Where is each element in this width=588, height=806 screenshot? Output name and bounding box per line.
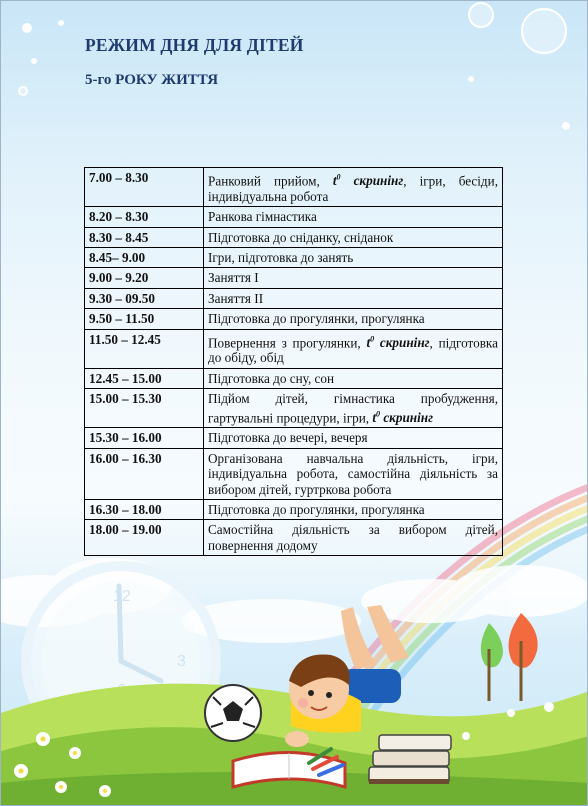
activity-cell <box>204 428 503 448</box>
time-cell: 18.00 – 19.00 <box>85 520 204 556</box>
activity-cell <box>204 500 503 520</box>
activity-text: Заняття ІІ <box>208 290 264 306</box>
term-superscript: 0 <box>336 173 341 182</box>
table-row <box>85 268 503 288</box>
page-title: РЕЖИМ ДНЯ ДЛЯ ДІТЕЙ <box>85 35 304 55</box>
activity-cell <box>204 389 503 428</box>
time-cell: 9.30 – 09.50 <box>85 288 204 308</box>
page-subtitle: 5-го РОКУ ЖИТТЯ <box>85 72 219 88</box>
time-cell: 8.20 – 8.30 <box>85 207 204 227</box>
activity-cell <box>204 168 503 207</box>
activity-cell <box>204 207 503 227</box>
time-cell: 9.50 – 11.50 <box>85 309 204 329</box>
time-cell: 11.50 – 12.45 <box>85 329 204 368</box>
time-cell: 9.00 – 9.20 <box>85 268 204 288</box>
activity-cell <box>204 288 503 308</box>
activity-text: Організована навчальна діяльність, ігри, індивідуальна робота, самостійна діяльність за вибором дітей, гуртркова робота <box>208 450 498 497</box>
activity-text: Повернення з прогулянки, <box>208 335 367 351</box>
table-row <box>85 520 503 556</box>
activity-text: Підготовка до сну, сон <box>208 370 335 386</box>
table-row <box>85 428 503 448</box>
trees-decor <box>481 613 538 701</box>
activity-text: Підготовка до вечері, вечеря <box>208 430 368 446</box>
time-cell: 16.00 – 16.30 <box>85 448 204 499</box>
term-letter: t <box>366 335 371 351</box>
time-cell: 8.30 – 8.45 <box>85 227 204 247</box>
clock-number-12: 12 <box>113 588 131 605</box>
book-stack-icon <box>369 735 451 784</box>
table-row <box>85 207 503 227</box>
activity-text: Підготовка до прогулянки, прогулянка <box>208 311 425 327</box>
term-word: скринінг <box>374 335 430 351</box>
activity-cell <box>204 520 503 556</box>
screening-term <box>372 410 433 425</box>
activity-text: Ранкова гімнастика <box>208 209 317 225</box>
term-letter: t <box>332 173 337 189</box>
time-cell: 8.45– 9.00 <box>85 248 204 268</box>
screening-term <box>366 335 429 350</box>
table-row <box>85 329 503 368</box>
time-cell: 7.00 – 8.30 <box>85 168 204 207</box>
term-letter: t <box>372 410 377 426</box>
time-cell: 12.45 – 15.00 <box>85 368 204 388</box>
activity-text: , ігри, бесіди, індивідуальна робота <box>208 173 498 204</box>
activity-cell <box>204 268 503 288</box>
activity-text: Самостійна діяльність за вибором дітей, повернення додому <box>208 522 498 553</box>
table-row <box>85 227 503 247</box>
activity-text: Підйом дітей, гімнастика пробудження, гартувальні процедури, ігри, <box>208 391 498 426</box>
activity-cell <box>204 227 503 247</box>
activity-cell <box>204 309 503 329</box>
table-row <box>85 389 503 428</box>
table-row <box>85 448 503 499</box>
table-row <box>85 500 503 520</box>
table-row <box>85 168 503 207</box>
term-superscript: 0 <box>376 409 381 419</box>
term-word: скринінг <box>380 410 433 426</box>
activity-cell <box>204 368 503 388</box>
table-row <box>85 248 503 268</box>
activity-cell <box>204 329 503 368</box>
screening-term <box>333 173 403 188</box>
activity-text: Ігри, підготовка до занять <box>208 250 354 266</box>
activity-text: Підготовка до прогулянки, прогулянка <box>208 502 425 518</box>
activity-text: Ранковий прийом, <box>208 173 333 189</box>
daily-schedule-table <box>84 167 503 556</box>
time-cell: 15.30 – 16.00 <box>85 428 204 448</box>
time-cell: 15.00 – 15.30 <box>85 389 204 428</box>
activity-text: Підготовка до сніданку, сніданок <box>208 229 394 245</box>
schedule-body <box>85 168 503 556</box>
table-row <box>85 368 503 388</box>
soccer-ball-icon <box>205 685 261 741</box>
clock-number-3: 3 <box>177 653 186 670</box>
table-row <box>85 288 503 308</box>
term-word: скринінг <box>340 173 404 189</box>
activity-cell <box>204 248 503 268</box>
activity-text: , підготовка до обіду, обід <box>208 335 498 366</box>
activity-text: Заняття І <box>208 270 259 286</box>
activity-cell <box>204 448 503 499</box>
table-row <box>85 309 503 329</box>
time-cell: 16.30 – 18.00 <box>85 500 204 520</box>
term-superscript: 0 <box>370 334 375 344</box>
